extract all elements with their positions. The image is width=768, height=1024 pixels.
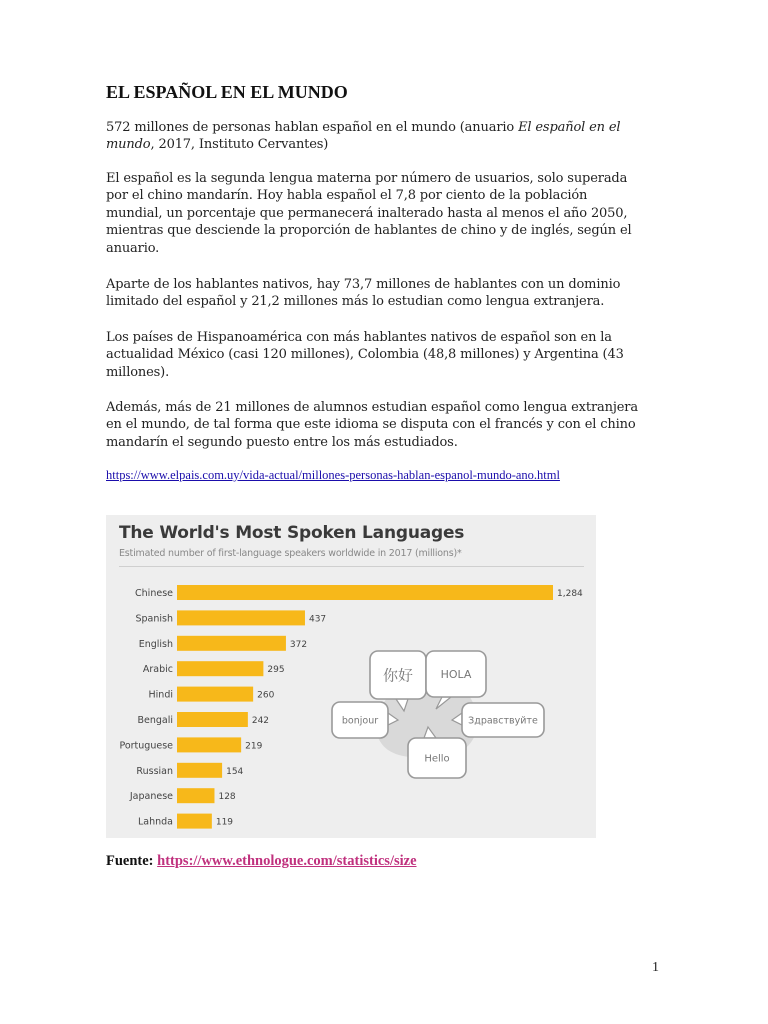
value-label-lahnda: 119 — [215, 817, 234, 828]
bar-chart — [106, 515, 596, 838]
category-label-russian: Russian — [136, 765, 173, 777]
paragraph-countries: Los países de Hispanoamérica con más hablantes nativos de español son en la actualidad México (casi 120 millones), Colombia (48,8 millones) y Argentina (43 millones). — [106, 330, 624, 380]
intro-paragraph — [106, 119, 646, 154]
intro-text-end: , 2017, Instituto Cervantes) — [150, 137, 329, 153]
category-label-japanese: Japanese — [129, 791, 173, 803]
category-label-chinese: Chinese — [135, 588, 173, 599]
languages-chart-figure — [106, 515, 596, 838]
value-label-english: 372 — [289, 639, 308, 650]
value-label-russian: 154 — [226, 766, 244, 777]
bar-bengali — [177, 712, 248, 727]
chart-title: The World's Most Spoken Languages — [119, 523, 465, 543]
value-label-hindi: 260 — [257, 690, 275, 701]
source-label: Fuente: — [106, 853, 154, 869]
bar-japanese — [177, 788, 214, 803]
bubble-hola-text: HOLA — [440, 667, 472, 681]
intro-text: 572 millones de personas hablan español en el mundo (anuario — [106, 120, 519, 135]
source-line — [106, 853, 417, 870]
value-label-arabic: 295 — [267, 665, 285, 676]
category-label-lahnda: Lahnda — [137, 816, 173, 828]
bar-hindi — [177, 687, 253, 702]
value-label-japanese: 128 — [218, 792, 236, 803]
speech-bubbles-illustration — [332, 651, 544, 778]
category-label-english: English — [138, 638, 173, 650]
category-label-portuguese: Portuguese — [119, 740, 173, 752]
bubble-nihao-text: 你好 — [382, 666, 414, 685]
value-label-spanish: 437 — [308, 614, 327, 625]
bubble-hello-text: Hello — [424, 753, 450, 765]
chart-subtitle: Estimated number of first-language speakers worldwide in 2017 (millions)* — [119, 548, 462, 559]
intro-italic-title: El español en el mundo — [106, 120, 621, 153]
paragraph-students: Además, más de 21 millones de alumnos estudian español como lengua extranjera en el mundo, de tal forma que este idioma se disputa con el francés y con el chino mandarín el segundo puesto entre los más estudiados. — [106, 400, 638, 450]
category-label-bengali: Bengali — [137, 715, 173, 726]
document-title: EL ESPAÑOL EN EL MUNDO — [106, 82, 348, 102]
bar-portuguese — [177, 737, 241, 752]
bubble-bonjour-text: bonjour — [341, 715, 379, 727]
category-label-arabic: Arabic — [142, 664, 173, 676]
value-label-bengali: 242 — [251, 716, 270, 726]
bar-russian — [177, 763, 222, 778]
paragraph-second-language: El español es la segunda lengua materna por número de usuarios, solo superada por el chino mandarín. Hoy habla español el 7,8 por ciento de la población mundial, un porcentaje que permanecerá inalterado hasta al menos el año 2050, mientras que desciende la proporción de hablantes de chino y de inglés, según el anuario. — [106, 171, 632, 256]
bar-english — [177, 636, 286, 651]
value-label-portuguese: 219 — [245, 741, 263, 752]
category-label-spanish: Spanish — [135, 613, 173, 625]
bar-arabic — [177, 661, 263, 676]
page-number: 1 — [652, 960, 659, 975]
elpais-link[interactable]: https://www.elpais.com.uy/vida-actual/millones-personas-hablan-espanol-mundo-ano.html — [106, 468, 560, 482]
ethnologue-link[interactable]: https://www.ethnologue.com/statistics/size — [157, 853, 417, 869]
bar-lahnda — [177, 814, 212, 829]
paragraph-non-native: Aparte de los hablantes nativos, hay 73,7 millones de hablantes con un dominio limitado del español y 21,2 millones más lo estudian como lengua extranjera. — [106, 277, 621, 310]
bubble-zdravstvuyte-text: Здравствуйте — [468, 715, 538, 727]
value-label-chinese: 1,284 — [557, 589, 583, 599]
bar-chinese — [177, 585, 553, 600]
category-label-hindi: Hindi — [148, 689, 173, 701]
bar-spanish — [177, 610, 305, 625]
